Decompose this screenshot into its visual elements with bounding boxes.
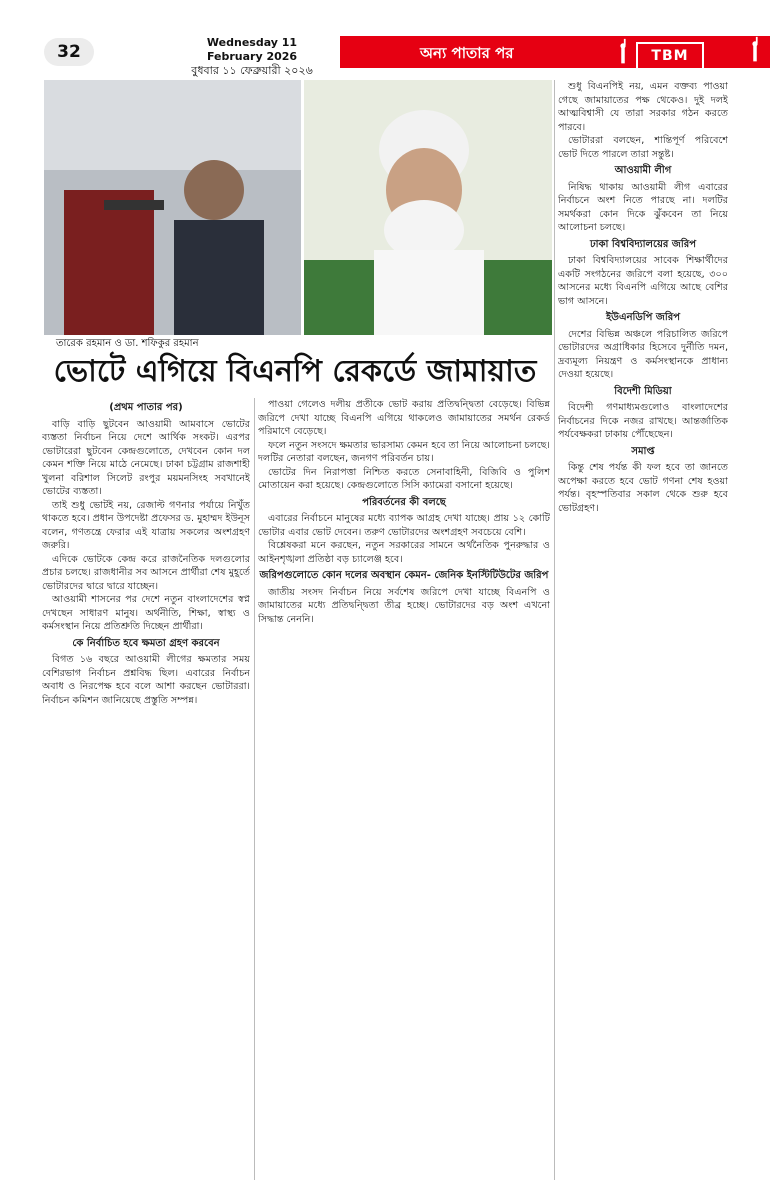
logo-text: TBM xyxy=(636,42,704,70)
subheading: আওয়ামী লীগ xyxy=(614,165,672,176)
subheading: জরিপগুলোতে কোন দলের অবস্থান কেমন- জেনিক ইনস্টিটিউটের জরিপ xyxy=(259,570,549,581)
paragraph: আওয়ামী শাসনের পর দেশে নতুন বাংলাদেশের স্বপ্ন দেখছেন সাধারণ মানুষ। অর্থনীতি, শিক্ষা, স্বাস্থ্য ও কর্মসংস্থান নিয়ে প্রতিশ্রুতি দিচ্ছেন প্রার্থীরা। xyxy=(42,594,250,632)
column-divider xyxy=(554,80,555,1180)
paragraph: ঢাকা বিশ্ববিদ্যালয়ের সাবেক শিক্ষার্থীদের একটি সংগঠনের জরিপে বলা হয়েছে, ৩০০ আসনের মধ্যে বিএনপি এগিয়ে আছে বেশির ভাগ আসনে। xyxy=(558,255,728,307)
paragraph: জাতীয় সংসদ নির্বাচন নিয়ে সর্বশেষ জরিপে দেখা যাচ্ছে বিএনপি ও জামায়াতের মধ্যে প্রতিদ্বন্দ্বিতা তীব্র হচ্ছে। ভোটারদের বড় অংশ এখনো সিদ্ধান্ত নেননি। xyxy=(258,586,550,625)
statue-of-liberty-icon xyxy=(748,36,762,64)
subheading: ঢাকা বিশ্ববিদ্যালয়ের জরিপ xyxy=(590,238,696,250)
photo-caption: তারেক রহমান ও ডা. শফিকুর রহমান xyxy=(56,338,199,349)
page-header xyxy=(0,0,770,77)
paragraph: এবারের নির্বাচনে মানুষের মধ্যে ব্যাপক আগ্রহ দেখা যাচ্ছে। প্রায় ১২ কোটি ভোটার এবার ভোট দেবেন। তরুণ ভোটারদের অংশগ্রহণ সবচেয়ে বেশি। xyxy=(258,513,550,538)
paragraph: তাই শুধু ভোটই নয়, রেজাল্ট গণনার পর্যায়ে নিখুঁত থাকতে হবে। প্রধান উপদেষ্টা প্রফেসর ড. মুহাম্মদ ইউনূস বলেন, গণতন্ত্রে ফেরার এই যাত্রায় সকলের অংশগ্রহণ জরুরি। xyxy=(42,499,250,551)
photo-tarique-rahman xyxy=(44,80,301,335)
paragraph: বিশ্লেষকরা মনে করছেন, নতুন সরকারের সামনে অর্থনৈতিক পুনরুদ্ধার ও আইনশৃঙ্খলা প্রতিষ্ঠা বড় চ্যালেঞ্জ হবে। xyxy=(258,540,550,565)
section-title: অন্য পাতার পর xyxy=(420,44,514,62)
paragraph: দেশের বিভিন্ন অঞ্চলে পরিচালিত জরিপে ভোটারদের অগ্রাধিকার হিসেবে দুর্নীতি দমন, দ্রব্যমূল্য নিয়ন্ত্রণ ও কর্মসংস্থানকে প্রাধান্য দেওয়া হয়েছে। xyxy=(558,328,728,380)
paragraph: বিগত ১৬ বছরে আওয়ামী লীগের ক্ষমতার সময় বেশিরভাগ নির্বাচন প্রশ্নবিদ্ধ ছিল। এবারের নির্বাচন অবাধ ও নিরপেক্ষ হবে বলে আশা করছেন ভোটাররা। নির্বাচন কমিশন জানিয়েছে প্রস্তুতি সম্পন্ন। xyxy=(42,654,250,706)
paragraph: ভোটের দিন নিরাপত্তা নিশ্চিত করতে সেনাবাহিনী, বিজিবি ও পুলিশ মোতায়েন করা হয়েছে। কেন্দ্রগুলোতে সিসি ক্যামেরা বসানো হয়েছে। xyxy=(258,466,550,491)
paragraph: নিষিদ্ধ থাকায় আওয়ামী লীগ এবারের নির্বাচনে অংশ নিতে পারছে না। দলটির সমর্থকরা কোন দিকে ঝুঁকবেন তা নিয়ে আলোচনা চলছে। xyxy=(558,181,728,233)
subheading: ইউএনডিপি জরিপ xyxy=(605,312,680,323)
column-divider xyxy=(254,398,255,1180)
paragraph: বাড়ি বাড়ি ছুটবেন আওয়ামী আমবাসে ভোটের ব্যস্ততা নির্বাচন নিয়ে দেশে আর্থিক সংকট। এরপর ভোটারেরা ছুটবেন কেন্দ্রগুলোতে, দেখবেন কোন দল কেমন শক্তি নিয়ে মাঠে নেমেছে। ঢাকা চট্টগ্রাম রাজশাহী খুলনা বরিশাল সিলেট রংপুর ময়মনসিংহ সবখানেই ভোটের ব্যস্ততা। xyxy=(42,418,250,497)
paragraph: বিদেশী গণমাধ্যমগুলোও বাংলাদেশের নির্বাচনের দিকে নজর রাখছে। আন্তর্জাতিক পর্যবেক্ষকরা ঢাকায় পৌঁছেছেন। xyxy=(558,402,728,440)
photo-shafiqur-rahman xyxy=(304,80,552,335)
article-headline: ভোটে এগিয়ে বিএনপি রেকর্ডে জামায়াত xyxy=(53,354,537,389)
paragraph: কিন্তু শেষ পর্যন্ত কী ফল হবে তা জানতে অপেক্ষা করতে হবে ভোট গণনা শেষ হওয়া পর্যন্ত। বৃহস্পতিবার সকাল থেকে শুরু হবে ভোটগ্রহণ। xyxy=(558,462,728,514)
date-bangla: বুধবার ১১ ফেব্রুয়ারী ২০২৬ xyxy=(191,64,313,77)
statue-of-liberty-icon xyxy=(616,38,630,66)
article-column-1 xyxy=(42,398,250,1180)
continued-label: (প্রথম পাতার পর) xyxy=(109,402,183,413)
subheading: পরিবর্তনের কী বলছে xyxy=(362,496,446,508)
page-number: 32 xyxy=(44,38,94,66)
paragraph: ফলে নতুন সংসদে ক্ষমতার ভারসাম্য কেমন হবে তা নিয়ে আলোচনা চলছে। দলটির নেতারা বলছেন, জনগণ পরিবর্তন চায়। xyxy=(258,439,550,464)
date-english: Wednesday 11 February 2026 xyxy=(206,36,298,63)
subheading: বিদেশী মিডিয়া xyxy=(614,385,672,397)
subheading: কে নির্বাচিত হবে ক্ষমতা গ্রহণ করবেন xyxy=(72,637,220,649)
paragraph: পাওয়া গেলেও দলীয় প্রতীকে ভোট করায় প্রতিদ্বন্দ্বিতা বেড়েছে। বিভিন্ন জরিপে দেখা যাচ্ছে বিএনপি এগিয়ে থাকলেও জামায়াতের সমর্থন রেকর্ড পরিমাণে বেড়েছে। xyxy=(258,399,550,437)
paragraph: ভোটাররা বলছেন, শান্তিপূর্ণ পরিবেশে ভোট দিতে পারলে তারা সন্তুষ্ট। xyxy=(558,135,728,160)
article-column-3 xyxy=(558,80,728,1180)
date-block xyxy=(182,36,322,78)
subheading: সমাপ্ত xyxy=(631,445,655,457)
paragraph: এদিকে ভোটকে কেন্দ্র করে রাজনৈতিক দলগুলোর প্রচার চলছে। রাজধানীর সব আসনে প্রার্থীরা শেষ মুহূর্তে ভোটারদের দ্বারে দ্বারে যাচ্ছেন। xyxy=(42,553,250,592)
paragraph: শুধু বিএনপিই নয়, এমন বক্তব্য পাওয়া গেছে জামায়াতের পক্ষ থেকেও। দুই দলই আত্মবিশ্বাসী যে তারা সরকার গঠন করতে পারবে। xyxy=(558,81,728,133)
section-band xyxy=(340,36,770,68)
article-column-2 xyxy=(258,398,550,1180)
